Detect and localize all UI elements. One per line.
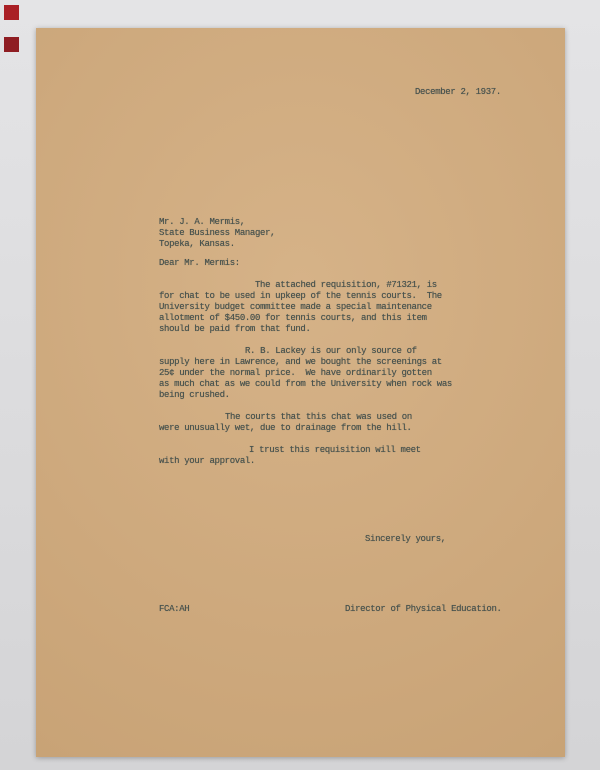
letter-paper [36, 28, 565, 757]
body-line: The attached requisition, #71321, is [255, 280, 437, 290]
address-line: State Business Manager, [159, 228, 276, 238]
paragraph [159, 412, 489, 434]
signature-title: Director of Physical Education. [345, 604, 502, 614]
paragraph [159, 280, 489, 335]
date-line: December 2, 1937. [415, 87, 501, 97]
body-line: The courts that this chat was used on [225, 412, 412, 422]
body-line: as much chat as we could from the University when rock was [159, 379, 452, 389]
body-line: allotment of $450.00 for tennis courts, and this item [159, 313, 427, 323]
closing: Sincerely yours, [365, 534, 446, 544]
paragraph [159, 445, 489, 467]
body-line: R. B. Lackey is our only source of [245, 346, 417, 356]
body-line: I trust this requisition will meet [249, 445, 421, 455]
typist-initials: FCA:AH [159, 604, 190, 614]
address-line: Mr. J. A. Mermis, [159, 217, 245, 227]
body-line: with your approval. [159, 456, 255, 466]
body-line: supply here in Lawrence, and we bought the screenings at [159, 357, 442, 367]
body-line: being crushed. [159, 390, 230, 400]
letter-body [159, 280, 489, 478]
body-line: 25¢ under the normal price. We have ordinarily gotten [159, 368, 432, 378]
body-line: University budget committee made a special maintenance [159, 302, 432, 312]
registration-mark-top [4, 5, 19, 20]
paragraph [159, 346, 489, 401]
registration-mark-bottom [4, 37, 19, 52]
body-line: were unusually wet, due to drainage from the hill. [159, 423, 412, 433]
body-line: for chat to be used in upkeep of the tennis courts. The [159, 291, 442, 301]
salutation: Dear Mr. Mermis: [159, 258, 240, 268]
recipient-address [159, 217, 275, 250]
body-line: should be paid from that fund. [159, 324, 311, 334]
address-line: Topeka, Kansas. [159, 239, 235, 249]
